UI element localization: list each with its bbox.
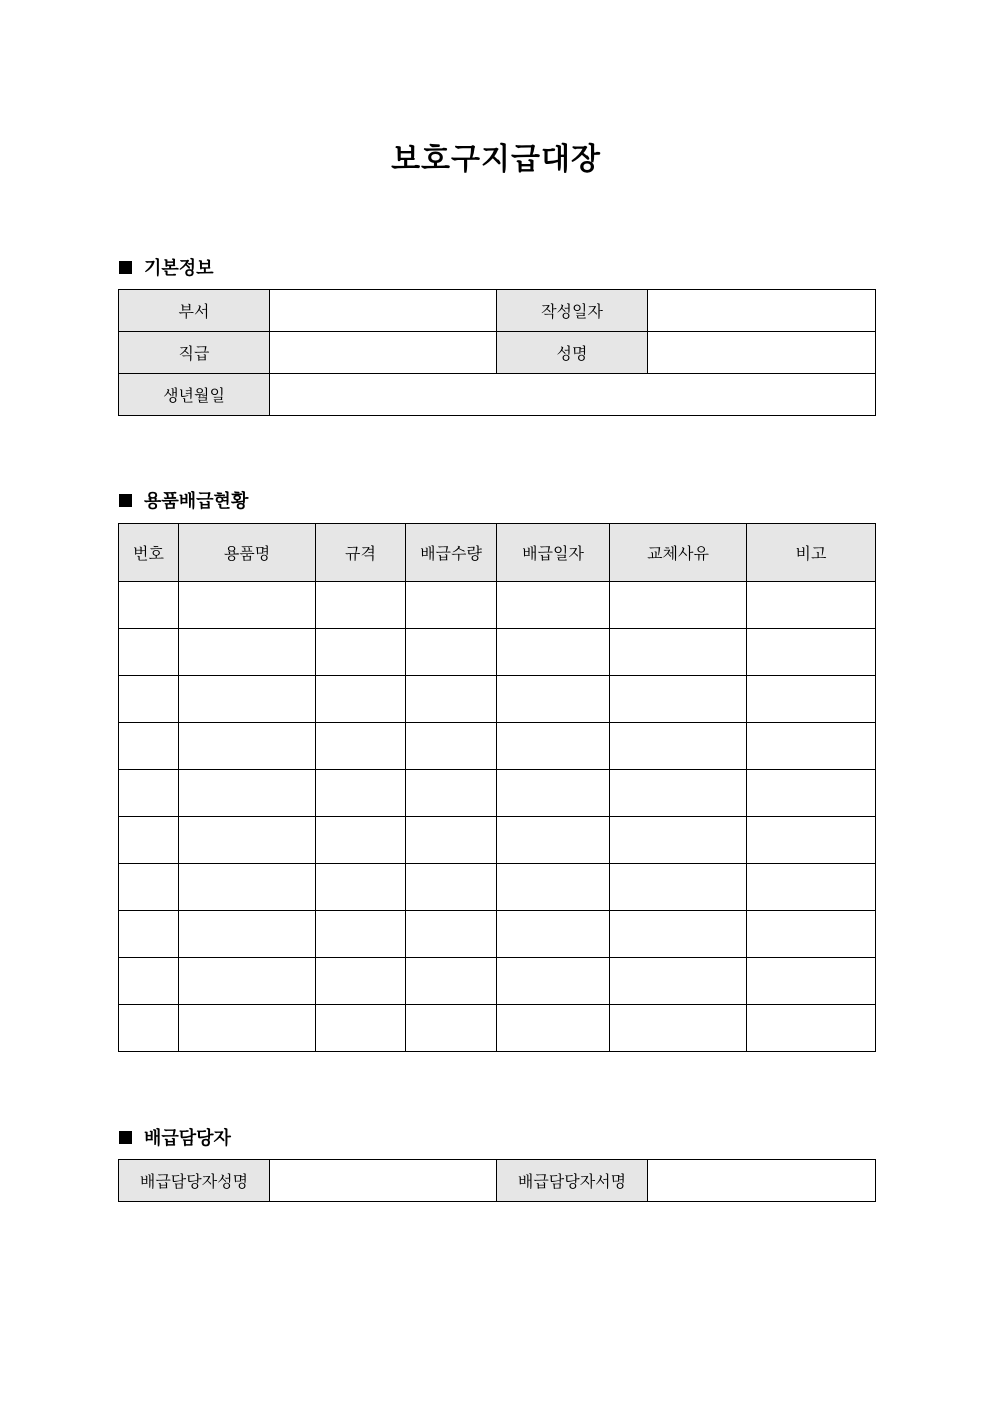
- table-cell[interactable]: [406, 864, 497, 911]
- table-cell[interactable]: [179, 958, 316, 1005]
- table-cell[interactable]: [610, 582, 747, 629]
- table-cell[interactable]: [406, 817, 497, 864]
- table-cell[interactable]: [747, 723, 876, 770]
- table-cell[interactable]: [406, 676, 497, 723]
- table-cell[interactable]: [316, 864, 406, 911]
- table-row: [119, 629, 876, 676]
- table-cell[interactable]: [179, 723, 316, 770]
- table-cell[interactable]: [610, 1005, 747, 1052]
- table-cell[interactable]: [747, 582, 876, 629]
- section-heading-distribution: [119, 487, 248, 513]
- table-cell[interactable]: [119, 911, 179, 958]
- table-row: [119, 958, 876, 1005]
- section-title: 배급담당자: [144, 1128, 231, 1149]
- section-heading-basic-info: [119, 254, 214, 280]
- table-row: [119, 864, 876, 911]
- table-cell[interactable]: [316, 629, 406, 676]
- manager-name-field[interactable]: [270, 1160, 497, 1202]
- table-cell[interactable]: [497, 958, 610, 1005]
- manager-name-label: 배급담당자성명: [119, 1160, 270, 1202]
- table-row: [119, 817, 876, 864]
- table-row: [119, 1005, 876, 1052]
- square-bullet-icon: [119, 261, 132, 274]
- table-cell[interactable]: [179, 770, 316, 817]
- column-header: 번호: [119, 524, 179, 582]
- table-cell[interactable]: [497, 1005, 610, 1052]
- table-header-row: [119, 524, 876, 582]
- table-cell[interactable]: [316, 911, 406, 958]
- table-cell[interactable]: [497, 770, 610, 817]
- table-cell[interactable]: [406, 723, 497, 770]
- table-cell[interactable]: [747, 864, 876, 911]
- column-header: 배급일자: [497, 524, 610, 582]
- table-row: [119, 374, 876, 416]
- table-cell[interactable]: [610, 676, 747, 723]
- name-label: 성명: [497, 332, 648, 374]
- table-cell[interactable]: [497, 676, 610, 723]
- department-label: 부서: [119, 290, 270, 332]
- rank-label: 직급: [119, 332, 270, 374]
- birth-field[interactable]: [270, 374, 876, 416]
- table-cell[interactable]: [747, 911, 876, 958]
- table-cell[interactable]: [406, 770, 497, 817]
- table-cell[interactable]: [747, 770, 876, 817]
- manager-table: [118, 1159, 876, 1202]
- table-cell[interactable]: [119, 770, 179, 817]
- table-row: [119, 1160, 876, 1202]
- section-heading-manager: [119, 1124, 231, 1150]
- table-cell[interactable]: [119, 958, 179, 1005]
- table-cell[interactable]: [406, 1005, 497, 1052]
- table-cell[interactable]: [119, 1005, 179, 1052]
- table-cell[interactable]: [316, 817, 406, 864]
- table-cell[interactable]: [316, 582, 406, 629]
- table-row: [119, 290, 876, 332]
- date-label: 작성일자: [497, 290, 648, 332]
- table-cell[interactable]: [179, 864, 316, 911]
- table-cell[interactable]: [406, 958, 497, 1005]
- table-cell[interactable]: [406, 911, 497, 958]
- table-cell[interactable]: [610, 911, 747, 958]
- date-field[interactable]: [648, 290, 876, 332]
- square-bullet-icon: [119, 494, 132, 507]
- table-cell[interactable]: [316, 1005, 406, 1052]
- table-cell[interactable]: [179, 1005, 316, 1052]
- table-cell[interactable]: [119, 723, 179, 770]
- column-header: 규격: [316, 524, 406, 582]
- table-cell[interactable]: [119, 629, 179, 676]
- table-cell[interactable]: [316, 958, 406, 1005]
- section-title: 용품배급현황: [144, 491, 249, 512]
- table-cell[interactable]: [747, 817, 876, 864]
- table-cell[interactable]: [610, 817, 747, 864]
- table-cell[interactable]: [497, 817, 610, 864]
- table-cell[interactable]: [119, 864, 179, 911]
- table-row: [119, 723, 876, 770]
- table-row: [119, 911, 876, 958]
- table-cell[interactable]: [406, 629, 497, 676]
- table-cell[interactable]: [610, 770, 747, 817]
- column-header: 용품명: [179, 524, 316, 582]
- table-cell[interactable]: [497, 582, 610, 629]
- manager-signature-field[interactable]: [648, 1160, 876, 1202]
- column-header: 배급수량: [406, 524, 497, 582]
- section-title: 기본정보: [144, 258, 214, 279]
- column-header: 교체사유: [610, 524, 747, 582]
- table-cell[interactable]: [119, 817, 179, 864]
- table-cell[interactable]: [610, 629, 747, 676]
- table-cell[interactable]: [497, 723, 610, 770]
- rank-field[interactable]: [270, 332, 497, 374]
- table-row: [119, 582, 876, 629]
- table-cell[interactable]: [747, 629, 876, 676]
- table-cell[interactable]: [747, 958, 876, 1005]
- table-cell[interactable]: [316, 723, 406, 770]
- basic-info-table: [118, 289, 876, 416]
- table-cell[interactable]: [497, 864, 610, 911]
- table-cell[interactable]: [497, 911, 610, 958]
- document-title: 보호구지급대장: [391, 142, 601, 177]
- table-row: [119, 770, 876, 817]
- table-cell[interactable]: [497, 629, 610, 676]
- distribution-table: [118, 523, 876, 1052]
- table-cell[interactable]: [179, 676, 316, 723]
- table-cell[interactable]: [747, 1005, 876, 1052]
- table-cell[interactable]: [610, 958, 747, 1005]
- manager-signature-label: 배급담당자서명: [497, 1160, 648, 1202]
- column-header: 비고: [747, 524, 876, 582]
- square-bullet-icon: [119, 1131, 132, 1144]
- table-cell[interactable]: [179, 629, 316, 676]
- table-cell[interactable]: [179, 582, 316, 629]
- table-cell[interactable]: [179, 911, 316, 958]
- name-field[interactable]: [648, 332, 876, 374]
- table-cell[interactable]: [610, 723, 747, 770]
- table-cell[interactable]: [179, 817, 316, 864]
- table-cell[interactable]: [119, 582, 179, 629]
- table-row: [119, 676, 876, 723]
- table-cell[interactable]: [316, 676, 406, 723]
- table-row: [119, 332, 876, 374]
- table-cell[interactable]: [747, 676, 876, 723]
- department-field[interactable]: [270, 290, 497, 332]
- birth-label: 생년월일: [119, 374, 270, 416]
- table-cell[interactable]: [119, 676, 179, 723]
- table-cell[interactable]: [406, 582, 497, 629]
- table-cell[interactable]: [316, 770, 406, 817]
- table-cell[interactable]: [610, 864, 747, 911]
